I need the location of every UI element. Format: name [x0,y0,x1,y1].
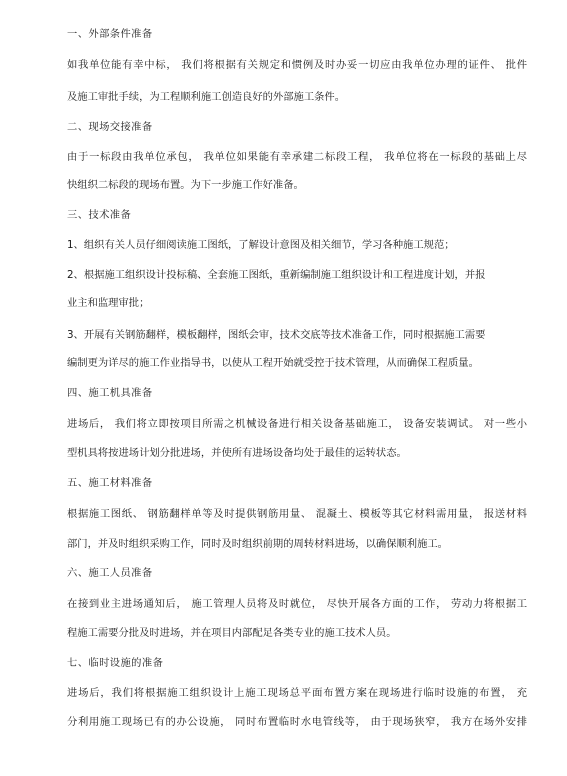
paragraph-line: 根据施工图纸、 钢筋翻样单等及时提供钢筋用量、 混凝土、模板等其它材料需用量， 报送材料 [67,508,527,520]
paragraph-line: 进场后， 我们将立即按项目所需之机械设备进行相关设备基础施工， 设备安装调试。 对一些小 [67,418,527,430]
paragraph-line: 在接到业主进场通知后， 施工管理人员将及时就位， 尽快开展各方面的工作， 劳动力将根据工 [67,598,527,610]
section-heading-technical: 三、技术准备 [67,209,132,221]
section-heading-personnel: 六、施工人员准备 [67,567,153,579]
paragraph-line: 编制更为详尽的施工作业指导书，以使从工程开始就受控于技术管理，从而确保工程质量。 [67,357,479,369]
paragraph-line: 3、开展有关钢筋翻样，模板翻样，图纸会审，技术交底等技术准备工作，同时根据施工需要 [67,329,486,341]
paragraph-line: 型机具将按进场计划分批进场，并使所有进场设备均处于最佳的运转状态。 [67,447,407,459]
paragraph-line: 业主和监理审批； [67,297,150,309]
paragraph-line: 进场后，我们将根据施工组织设计上施工现场总平面布置方案在现场进行临时设施的布置， 充 [67,687,527,699]
section-heading-machinery: 四、施工机具准备 [67,387,153,399]
paragraph-line: 部门，并及时组织采购工作，同时及时组织前期的周转材料进场，以确保顺利施工。 [67,538,448,550]
paragraph-line: 1、组织有关人员仔细阅读施工图纸，了解设计意图及相关细节，学习各种施工规范； [67,239,455,251]
paragraph-line: 由于一标段由我单位承包， 我单位如果能有幸承建二标段工程， 我单位将在一标段的基础上尽 [67,151,527,163]
section-heading-site-handover: 二、现场交接准备 [67,121,153,133]
paragraph-line: 如我单位能有幸中标， 我们将根据有关规定和惯例及时办妥一切应由我单位办理的证件、 批件 [67,59,527,71]
section-heading-external-conditions: 一、外部条件准备 [67,28,153,40]
paragraph-line: 快组织二标段的现场布置。为下一步施工作好准备。 [67,179,304,191]
section-heading-materials: 五、施工材料准备 [67,477,153,489]
section-heading-temporary-facilities: 七、临时设施的准备 [67,657,164,669]
paragraph-line: 程施工需要分批及时进场，并在项目内部配足各类专业的施工技术人员。 [67,627,397,639]
paragraph-line: 2、根据施工组织设计投标稿、全套施工图纸，重新编制施工组织设计和工程进度计划，并报 [67,269,486,281]
paragraph-line: 分利用施工现场已有的办公设施， 同时布置临时水电管线等， 由于现场狭窄， 我方在场外安排 [67,716,527,728]
paragraph-line: 及施工审批手续，为工程顺利施工创造良好的外部施工条件。 [67,91,346,103]
